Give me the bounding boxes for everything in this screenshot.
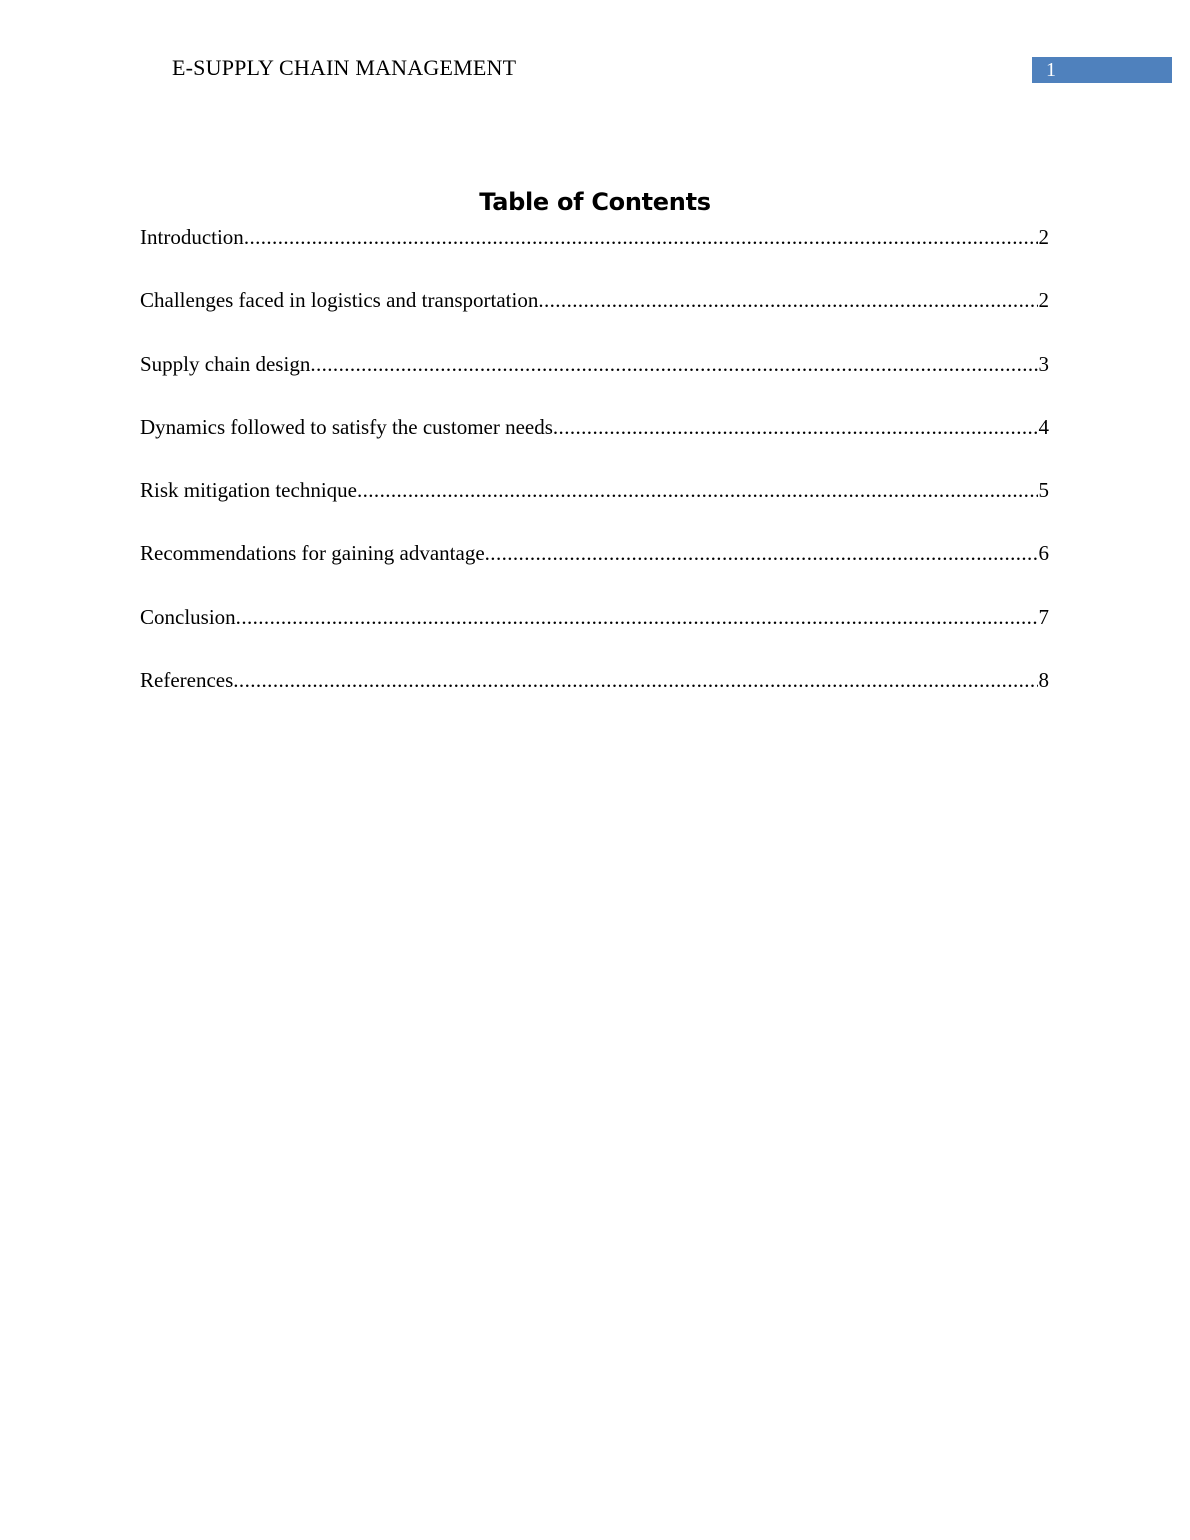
table-of-contents xyxy=(140,223,1049,729)
page-number-badge: 1 xyxy=(1032,57,1172,83)
toc-entry-label: Dynamics followed to satisfy the customer needs xyxy=(140,414,553,439)
toc-entry-recommendations[interactable] xyxy=(140,539,1049,602)
toc-dot-leader xyxy=(357,476,1038,504)
toc-entry-introduction[interactable] xyxy=(140,223,1049,286)
toc-heading: Table of Contents xyxy=(479,188,711,216)
toc-entry-page: 7 xyxy=(1038,604,1049,629)
toc-entry-page: 3 xyxy=(1038,351,1049,376)
toc-entry-challenges[interactable] xyxy=(140,286,1049,349)
toc-dot-leader xyxy=(485,539,1038,567)
toc-entry-risk-mitigation[interactable] xyxy=(140,476,1049,539)
toc-entry-label: Recommendations for gaining advantage xyxy=(140,541,485,566)
toc-dot-leader xyxy=(233,666,1037,694)
toc-entry-label: Challenges faced in logistics and transportation xyxy=(140,288,539,313)
toc-entry-page: 6 xyxy=(1038,541,1049,566)
toc-entry-page: 2 xyxy=(1038,225,1049,249)
toc-dot-leader xyxy=(244,223,1038,251)
toc-entry-conclusion[interactable] xyxy=(140,603,1049,666)
toc-entry-label: Risk mitigation technique xyxy=(140,478,357,503)
toc-entry-label: References xyxy=(140,668,234,693)
toc-entry-label: Conclusion xyxy=(140,604,236,629)
running-header-title: E-SUPPLY CHAIN MANAGEMENT xyxy=(172,55,517,80)
toc-entry-page: 8 xyxy=(1038,668,1049,693)
toc-dot-leader xyxy=(236,603,1038,631)
toc-dot-leader xyxy=(553,413,1038,441)
toc-entry-label: Supply chain design xyxy=(140,351,311,376)
toc-dot-leader xyxy=(538,286,1037,314)
toc-entry-page: 2 xyxy=(1038,288,1049,313)
toc-entry-dynamics[interactable] xyxy=(140,413,1049,476)
toc-entry-label: Introduction xyxy=(140,225,244,249)
toc-entry-references[interactable] xyxy=(140,666,1049,729)
toc-entry-page: 4 xyxy=(1038,414,1049,439)
toc-entry-page: 5 xyxy=(1038,478,1049,503)
toc-dot-leader xyxy=(310,350,1037,378)
toc-entry-supply-chain-design[interactable] xyxy=(140,350,1049,413)
